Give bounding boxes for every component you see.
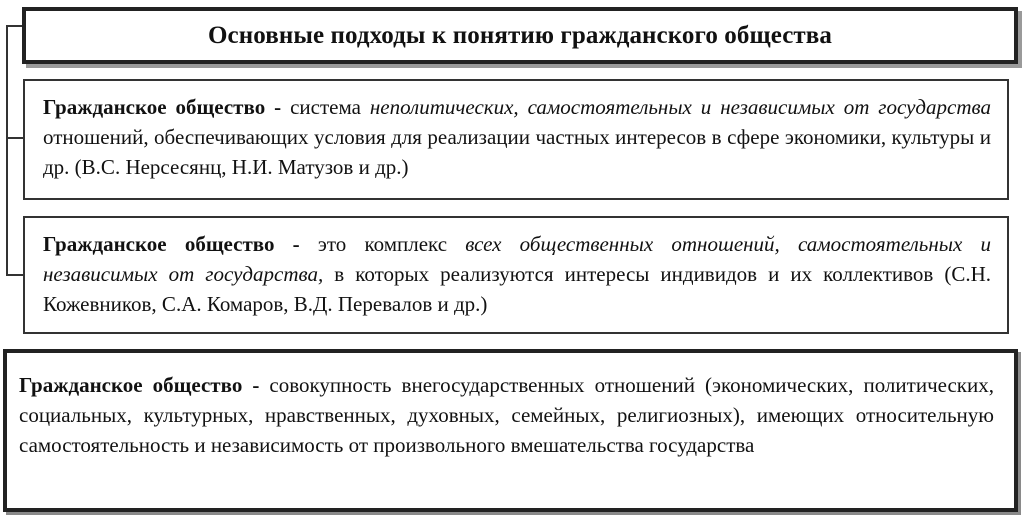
definition-term: Гражданское общество	[43, 232, 275, 256]
diagram-title: Основные подходы к понятию гражданского общества	[208, 21, 832, 49]
definition-box-2	[23, 216, 1009, 334]
definition-emphasis: неполитических, самостоятельных и независимых от государства	[369, 95, 991, 119]
definition-dash: -	[274, 232, 318, 256]
definition-text-2	[43, 229, 991, 319]
connector-line	[6, 25, 8, 276]
definition-lead: система	[290, 95, 370, 119]
definition-dash: -	[265, 95, 291, 119]
definition-text-1	[43, 92, 991, 182]
definition-dash: -	[242, 373, 270, 397]
definition-text-3	[19, 370, 994, 460]
definition-box-1	[23, 79, 1009, 200]
definition-rest: в которых реализуются интересы индивидов и их коллективов (С.Н. Кожевников, С.А. Комаров, В.Д. Перевалов и др.)	[43, 262, 991, 316]
definition-term: Гражданское общество	[19, 373, 243, 397]
definition-emphasis: всех общественных отношений, самостоятельных и независимых от государства,	[43, 232, 991, 286]
title-box	[22, 7, 1018, 64]
definition-lead: совокупность внегосударственных отношений (экономических, политических, социальных, культурных, нравственных, духовных, семейных, религиозных), имеющих относительную самостоятельность и независимость от произвольного вмешательства государства	[19, 373, 994, 457]
definition-rest: отношений, обеспечивающих условия для реализации частных интересов в сфере экономики, культуры и др. (В.С. Нерсесянц, Н.И. Матузов и др.)	[43, 125, 991, 179]
definition-term: Гражданское общество	[43, 95, 266, 119]
definition-lead: это комплекс	[317, 232, 466, 256]
definition-box-3	[3, 349, 1018, 512]
